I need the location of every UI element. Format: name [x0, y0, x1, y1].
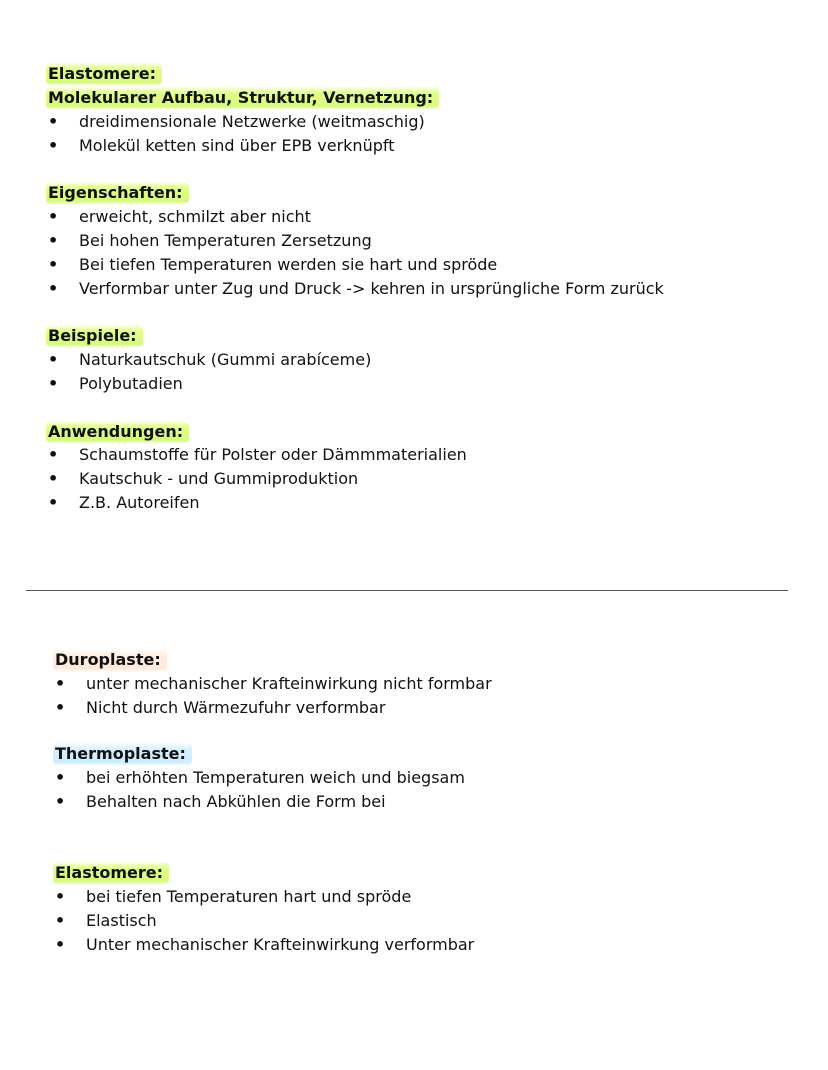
bullet-icon: • — [55, 911, 66, 930]
anwendungen-heading: Anwendungen: — [46, 420, 189, 444]
aufbau-heading: Molekularer Aufbau, Struktur, Vernetzung: — [46, 86, 439, 110]
bullet-icon: • — [48, 493, 59, 512]
list-item-text: Kautschuk - und Gummiproduktion — [79, 469, 359, 488]
list-item — [48, 277, 664, 301]
list-item — [55, 790, 465, 814]
beispiele-list — [48, 348, 371, 396]
list-item-text: erweicht, schmilzt aber nicht — [79, 207, 311, 226]
list-item-text: Z.B. Autoreifen — [79, 493, 200, 512]
list-item-text: Verformbar unter Zug und Druck -> kehren in ursprüngliche Form zurück — [79, 279, 664, 298]
list-item — [48, 491, 467, 515]
bullet-icon: • — [48, 469, 59, 488]
list-item — [48, 134, 425, 158]
list-item-text: Behalten nach Abkühlen die Form bei — [86, 792, 386, 811]
bullet-icon: • — [48, 231, 59, 250]
bullet-icon: • — [55, 792, 66, 811]
list-item — [48, 372, 371, 396]
thermoplaste-list — [55, 766, 465, 814]
list-item-text: Bei tiefen Temperaturen werden sie hart und spröde — [79, 255, 498, 274]
list-item-text: dreidimensionale Netzwerke (weitmaschig) — [79, 112, 425, 131]
aufbau-list — [48, 110, 425, 158]
list-item — [55, 696, 492, 720]
list-item-text: Naturkautschuk (Gummi arabíceme) — [79, 350, 372, 369]
duroplaste-heading: Duroplaste: — [53, 648, 167, 672]
section-divider — [26, 590, 788, 591]
list-item-text: Polybutadien — [79, 374, 183, 393]
bullet-icon: • — [48, 255, 59, 274]
list-item — [55, 766, 465, 790]
list-item-text: unter mechanischer Krafteinwirkung nicht formbar — [86, 674, 492, 693]
eigenschaften-heading: Eigenschaften: — [46, 181, 189, 205]
bullet-icon: • — [55, 698, 66, 717]
list-item-text: bei erhöhten Temperaturen weich und biegsam — [86, 768, 465, 787]
bullet-icon: • — [48, 374, 59, 393]
bullet-icon: • — [48, 279, 59, 298]
list-item-text: Unter mechanischer Krafteinwirkung verformbar — [86, 935, 475, 954]
list-item-text: Elastisch — [86, 911, 157, 930]
list-item-text: Nicht durch Wärmezufuhr verformbar — [86, 698, 386, 717]
list-item-text: Molekül ketten sind über EPB verknüpft — [79, 136, 395, 155]
bullet-icon: • — [48, 112, 59, 131]
list-item — [55, 909, 474, 933]
list-item — [55, 933, 474, 957]
bullet-icon: • — [55, 768, 66, 787]
list-item — [48, 205, 664, 229]
list-item-text: bei tiefen Temperaturen hart und spröde — [86, 887, 412, 906]
elastomere-title: Elastomere: — [46, 62, 162, 86]
bullet-icon: • — [55, 674, 66, 693]
bullet-icon: • — [48, 445, 59, 464]
anwendungen-list — [48, 443, 467, 515]
duroplaste-list — [55, 672, 492, 720]
thermoplaste-heading: Thermoplaste: — [53, 742, 192, 766]
beispiele-heading: Beispiele: — [46, 324, 143, 348]
bullet-icon: • — [55, 887, 66, 906]
bullet-icon: • — [48, 350, 59, 369]
eigenschaften-list — [48, 205, 664, 301]
list-item — [48, 467, 467, 491]
elastomere-summary-list — [55, 885, 474, 957]
bullet-icon: • — [55, 935, 66, 954]
list-item-text: Bei hohen Temperaturen Zersetzung — [79, 231, 372, 250]
list-item — [48, 348, 371, 372]
bullet-icon: • — [48, 136, 59, 155]
bullet-icon: • — [48, 207, 59, 226]
list-item — [55, 885, 474, 909]
list-item — [48, 253, 664, 277]
list-item — [48, 443, 467, 467]
list-item-text: Schaumstoffe für Polster oder Dämmmaterialien — [79, 445, 467, 464]
list-item — [48, 229, 664, 253]
elastomere-summary-heading: Elastomere: — [53, 861, 169, 885]
list-item — [48, 110, 425, 134]
list-item — [55, 672, 492, 696]
